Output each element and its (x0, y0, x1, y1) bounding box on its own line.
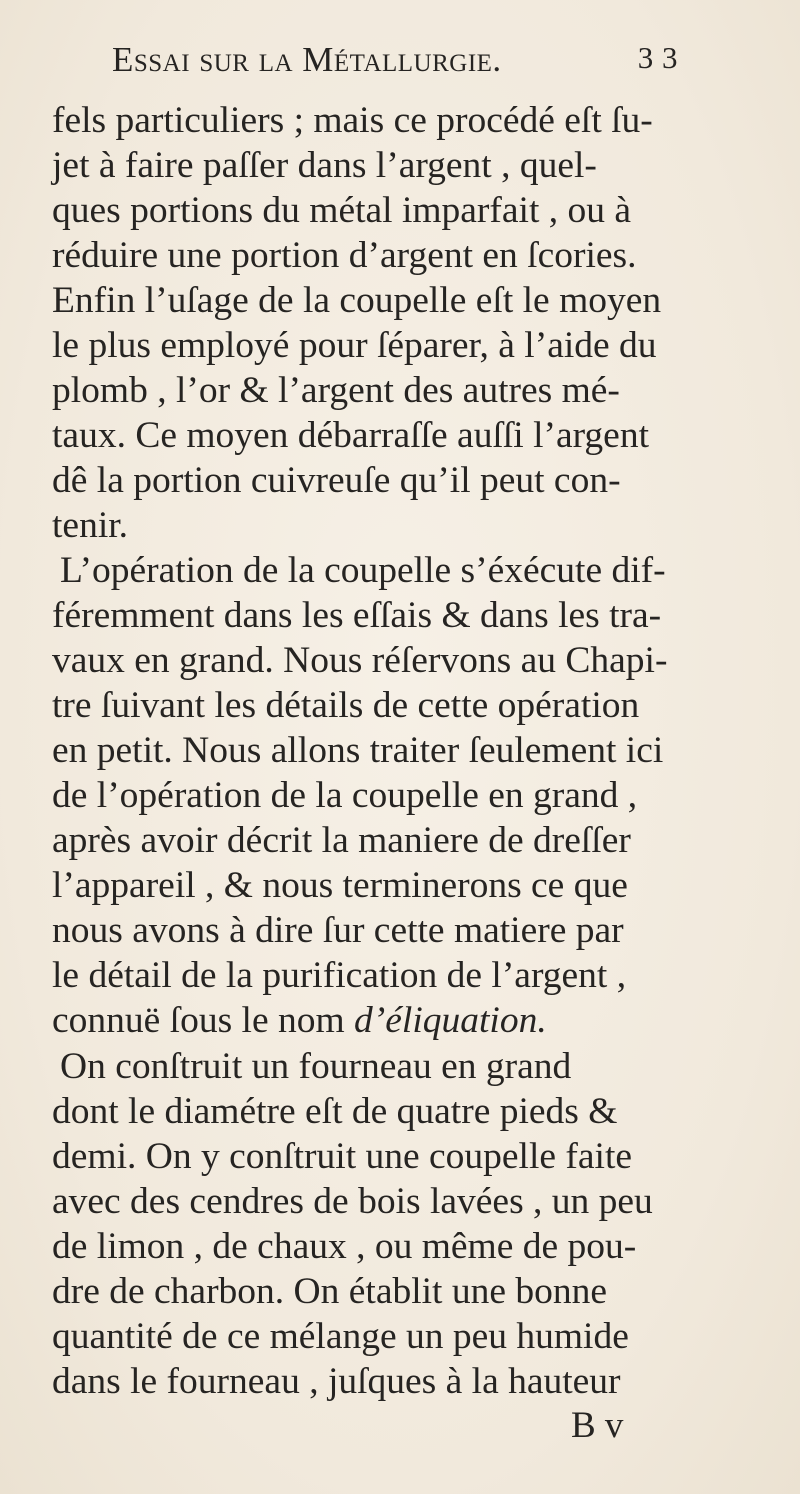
text-line: demi. On y conſtruit une coupelle faite (52, 1136, 633, 1177)
text-line: en petit. Nous allons traiter ſeulement ici (52, 730, 664, 771)
page-number: 3 3 (637, 40, 678, 75)
text-line: tre ſuivant les détails de cette opération (52, 685, 640, 726)
text-line: quantité de ce mélange un peu humide (52, 1316, 629, 1357)
running-title: Essai sur la Métallurgie. (112, 40, 502, 79)
text-line: tenir. (52, 505, 129, 546)
text-line: jet à faire paſſer dans l’argent , quel- (52, 145, 597, 186)
paragraph-start-line: L’opération de la coupelle s’éxécute dif- (60, 550, 666, 591)
text-line: connuë ſous le nom d’éliquation. (52, 1000, 547, 1041)
text-line: l’appareil , & nous terminerons ce que (52, 865, 628, 906)
text-line: taux. Ce moyen débarraſſe auſſi l’argent (52, 415, 649, 456)
running-header (112, 40, 692, 84)
text-line: réduire une portion d’argent en ſcories. (52, 235, 637, 276)
text-line: après avoir décrit la maniere de dreſſer (52, 820, 631, 861)
text-line: avec des cendres de bois lavées , un peu (52, 1181, 653, 1222)
text-line: dans le fourneau , juſques à la hauteur (52, 1361, 621, 1402)
text-line: ques portions du métal imparfait , ou à (52, 190, 632, 231)
text-line: le détail de la purification de l’argent , (52, 955, 627, 996)
text-line: dont le diamétre eſt de quatre pieds & (52, 1091, 618, 1132)
text-line: plomb , l’or & l’argent des autres mé- (52, 370, 620, 411)
catchword: B v (571, 1405, 624, 1446)
text-line: dre de charbon. On établit une bonne (52, 1271, 608, 1312)
italic-term: d’éliquation. (354, 1000, 547, 1041)
text-line: de limon , de chaux , ou même de pou- (52, 1226, 637, 1267)
text-line: le plus employé pour ſéparer, à l’aide du (52, 325, 657, 366)
text-line: vaux en grand. Nous réſervons au Chapi- (52, 640, 668, 681)
text-line: fels particuliers ; mais ce procédé eſt ſu- (52, 100, 653, 141)
text-line: dê la portion cuivreuſe qu’il peut con- (52, 460, 621, 501)
text-line: nous avons à dire ſur cette matiere par (52, 910, 624, 951)
paragraph-start-line: On conſtruit un fourneau en grand (60, 1046, 572, 1087)
text-line: féremment dans les eſſais & dans les tra- (52, 595, 662, 636)
text-line: de l’opération de la coupelle en grand , (52, 775, 638, 816)
text-line: Enfin l’uſage de la coupelle eſt le moyen (52, 280, 662, 321)
